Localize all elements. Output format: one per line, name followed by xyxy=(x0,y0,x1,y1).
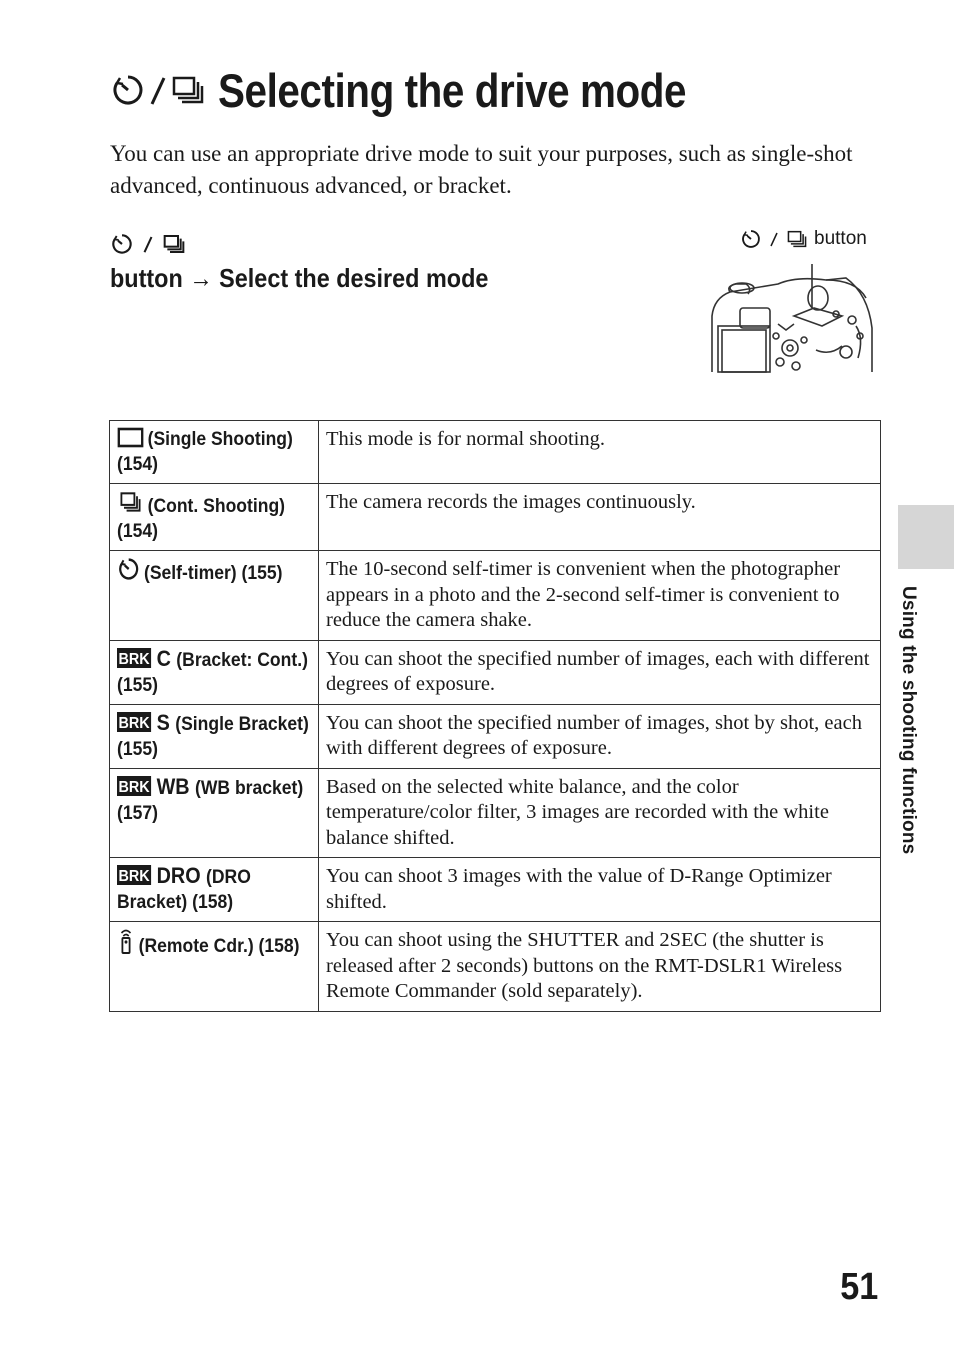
mode-row xyxy=(110,922,881,1012)
single-shooting-icon xyxy=(117,428,148,450)
slash-divider-icon xyxy=(141,232,155,256)
mode-name: (Bracket: Cont.) (155) xyxy=(117,648,308,696)
svg-text:BRK: BRK xyxy=(118,777,150,796)
mode-name-cell xyxy=(110,858,319,922)
mode-description: You can shoot the specified number of images, each with different degrees of exposure. xyxy=(319,640,881,704)
bracket-cont-icon xyxy=(117,645,176,671)
camera-callout-text: button xyxy=(814,228,867,249)
camera-callout-label xyxy=(740,228,867,250)
section-tab-marker xyxy=(898,505,954,569)
continuous-shooting-icon xyxy=(117,495,148,517)
mode-name: (Single Bracket) (155) xyxy=(117,712,309,760)
mode-name: (Remote Cdr.) (158) xyxy=(138,935,300,957)
mode-name: (DRO Bracket) (158) xyxy=(117,866,251,913)
bracket-suffix: WB xyxy=(156,773,190,799)
mode-row xyxy=(110,768,881,858)
mode-row xyxy=(110,640,881,704)
mode-description: You can shoot using the SHUTTER and 2SEC (the shutter is released after 2 seconds) buttons on the RMT-DSLR1 Wireless Remote Commander (sold separately). xyxy=(319,922,881,1012)
self-timer-icon xyxy=(110,72,146,108)
mode-row xyxy=(110,484,881,551)
svg-text:BRK: BRK xyxy=(118,649,150,668)
mode-description: The camera records the images continuously. xyxy=(319,484,881,551)
slash-divider-icon xyxy=(146,72,170,108)
bracket-single-icon xyxy=(117,709,175,735)
mode-name: (WB bracket) (157) xyxy=(117,776,304,824)
continuous-shooting-icon xyxy=(786,228,808,250)
mode-name-cell xyxy=(110,768,319,858)
section-tab-label xyxy=(895,586,923,876)
page-number: 51 xyxy=(839,1266,878,1308)
bracket-suffix: C xyxy=(156,645,171,671)
mode-row xyxy=(110,858,881,922)
slash-divider-icon xyxy=(768,228,780,250)
self-timer-icon xyxy=(740,228,762,250)
step-heading xyxy=(110,226,580,296)
section-tab-text: Using the shooting functions xyxy=(898,586,919,855)
camera-top-illustration xyxy=(706,258,878,374)
wb-bracket-icon xyxy=(117,773,195,799)
step-action: Select the desired mode xyxy=(219,263,489,293)
dro-bracket-icon xyxy=(117,863,206,888)
mode-name-cell xyxy=(110,922,319,1012)
mode-name: (Cont. Shooting) (154) xyxy=(117,495,286,542)
remote-commander-icon xyxy=(117,935,139,957)
mode-name-cell xyxy=(110,551,319,641)
mode-row xyxy=(110,421,881,484)
mode-name: (Self-timer) (155) xyxy=(144,562,283,584)
step-arrow: → xyxy=(189,263,213,293)
step-button-word: button xyxy=(110,263,183,293)
title-row xyxy=(110,60,762,120)
bracket-suffix: S xyxy=(156,709,170,735)
mode-row xyxy=(110,704,881,768)
mode-name-cell xyxy=(110,421,319,484)
mode-name-cell xyxy=(110,484,319,551)
mode-row xyxy=(110,551,881,641)
mode-name-cell xyxy=(110,704,319,768)
drive-mode-table xyxy=(109,420,881,1012)
mode-name-cell xyxy=(110,640,319,704)
page-title: Selecting the drive mode xyxy=(218,63,687,117)
svg-text:BRK: BRK xyxy=(118,713,150,732)
bracket-suffix: DRO xyxy=(156,863,201,888)
mode-name: (Single Shooting) (154) xyxy=(117,428,293,475)
continuous-shooting-icon xyxy=(162,232,186,256)
svg-text:BRK: BRK xyxy=(118,867,150,886)
mode-description: The 10-second self-timer is convenient when the photographer appears in a photo and the 2-second self-timer is convenient to reduce the camera shake. xyxy=(319,551,881,641)
mode-description: You can shoot the specified number of images, shot by shot, each with different degrees of exposure. xyxy=(319,704,881,768)
mode-description: Based on the selected white balance, and the color temperature/color filter, 3 images are recorded with the white balance shifted. xyxy=(319,768,881,858)
self-timer-icon xyxy=(110,232,134,256)
self-timer-icon xyxy=(117,562,144,584)
mode-description: You can shoot 3 images with the value of D-Range Optimizer shifted. xyxy=(319,858,881,922)
continuous-shooting-icon xyxy=(170,72,206,108)
mode-description: This mode is for normal shooting. xyxy=(319,421,881,484)
intro-paragraph: You can use an appropriate drive mode to suit your purposes, such as single-shot advanced, continuous advanced, or bracket. xyxy=(110,141,853,198)
